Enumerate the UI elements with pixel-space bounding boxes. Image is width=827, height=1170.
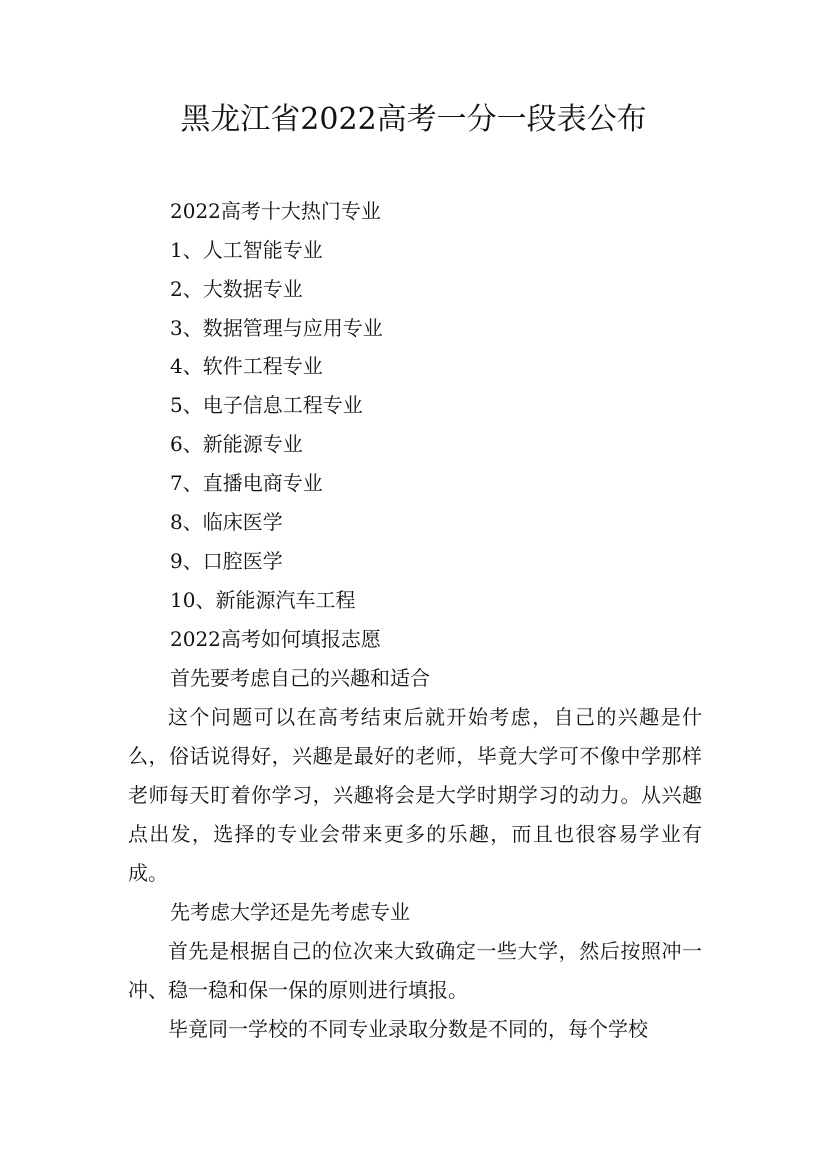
paragraph-interest: 这个问题可以在高考结束后就开始考虑，自己的兴趣是什么，俗话说得好，兴趣是最好的老师，毕竟大学可不像中学那样老师每天盯着你学习，兴趣将会是大学时期学习的动力。从兴趣点出发，选择的专业会带来更多的乐趣，而且也很容易学业有成。	[128, 705, 702, 885]
section-heading-application: 2022高考如何填报志愿	[170, 627, 381, 651]
major-item: 3、数据管理与应用专业	[170, 316, 383, 340]
major-item: 5、电子信息工程专业	[170, 393, 363, 417]
subheading-university-or-major: 先考虑大学还是先考虑专业	[170, 900, 410, 924]
major-item: 6、新能源专业	[170, 432, 303, 456]
major-item: 7、直播电商专业	[170, 471, 323, 495]
major-item: 4、软件工程专业	[170, 354, 323, 378]
document-title: 黑龙江省2022高考一分一段表公布	[180, 102, 647, 137]
major-item: 2、大数据专业	[170, 277, 303, 301]
section-heading-top-majors: 2022高考十大热门专业	[170, 199, 381, 223]
major-item: 10、新能源汽车工程	[170, 588, 356, 612]
subheading-interest: 首先要考虑自己的兴趣和适合	[170, 666, 430, 690]
major-item: 1、人工智能专业	[170, 238, 323, 262]
major-item: 8、临床医学	[170, 510, 283, 534]
paragraph-scores: 毕竟同一学校的不同专业录取分数是不同的，每个学校	[168, 1017, 648, 1041]
major-item: 9、口腔医学	[170, 549, 283, 573]
paragraph-ranking: 首先是根据自己的位次来大致确定一些大学，然后按照冲一冲、稳一稳和保一保的原则进行填报。	[128, 939, 702, 1002]
